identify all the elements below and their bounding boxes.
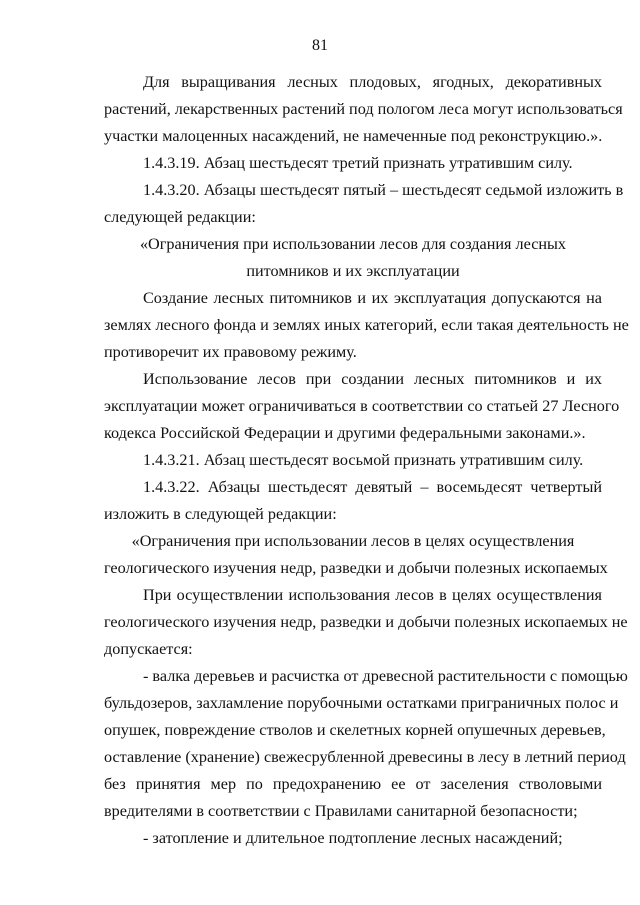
list-item-line: без принятия мер по предохранению ее от заселения стволовыми xyxy=(104,775,602,793)
text-line: 1.4.3.20. Абзацы шестьдесят пятый – шестьдесят седьмой изложить в xyxy=(143,181,624,199)
list-item-line: - затопление и длительное подтопление лесных насаждений; xyxy=(143,829,563,847)
text-line: 1.4.3.19. Абзац шестьдесят третий признать утратившим силу. xyxy=(143,154,573,172)
text-line: При осуществлении использования лесов в целях осуществления xyxy=(143,586,602,604)
text-line: кодекса Российской Федерации и другими федеральными законами.». xyxy=(104,424,586,442)
text-line: Использование лесов при создании лесных питомников и их xyxy=(143,370,602,388)
text-line: растений, лекарственных растений под пологом леса могут использоваться xyxy=(104,100,623,118)
text-line: следующей редакции: xyxy=(104,208,256,226)
text-line: Для выращивания лесных плодовых, ягодных, декоративных xyxy=(143,73,602,91)
section-heading: геологического изучения недр, разведки и добычи полезных ископаемых xyxy=(104,559,608,577)
text-line: допускается: xyxy=(104,640,193,658)
list-item-line: - валка деревьев и расчистка от древесной растительности с помощью xyxy=(143,667,628,685)
list-item-line: вредителями в соответствии с Правилами санитарной безопасности; xyxy=(104,802,578,820)
text-line: противоречит их правовому режиму. xyxy=(104,343,357,361)
text-line: землях лесного фонда и землях иных категорий, если такая деятельность не xyxy=(104,316,629,334)
text-line: Создание лесных питомников и их эксплуатация допускаются на xyxy=(143,289,602,307)
text-line: участки малоценных насаждений, не намеченные под реконструкцию.». xyxy=(104,127,603,145)
text-line: геологического изучения недр, разведки и добычи полезных ископаемых не xyxy=(104,613,628,631)
section-heading: «Ограничения при использовании лесов в целях осуществления xyxy=(131,532,575,550)
text-line: 1.4.3.21. Абзац шестьдесят восьмой признать утратившим силу. xyxy=(143,451,584,469)
list-item-line: опушек, повреждение стволов и скелетных корней опушечных деревьев, xyxy=(104,721,606,739)
list-item-line: бульдозеров, захламление порубочными остатками приграничных полос и xyxy=(104,694,619,712)
page-number: 81 xyxy=(312,37,328,54)
text-line: эксплуатации может ограничиваться в соответствии со статьей 27 Лесного xyxy=(104,397,620,415)
text-line: изложить в следующей редакции: xyxy=(104,505,337,523)
section-heading: «Ограничения при использовании лесов для создания лесных xyxy=(139,235,567,253)
text-line: 1.4.3.22. Абзацы шестьдесят девятый – восемьдесят четвертый xyxy=(143,478,602,496)
section-heading: питомников и их эксплуатации xyxy=(246,262,460,280)
list-item-line: оставление (хранение) свежесрубленной древесины в лесу в летний период xyxy=(104,748,626,766)
